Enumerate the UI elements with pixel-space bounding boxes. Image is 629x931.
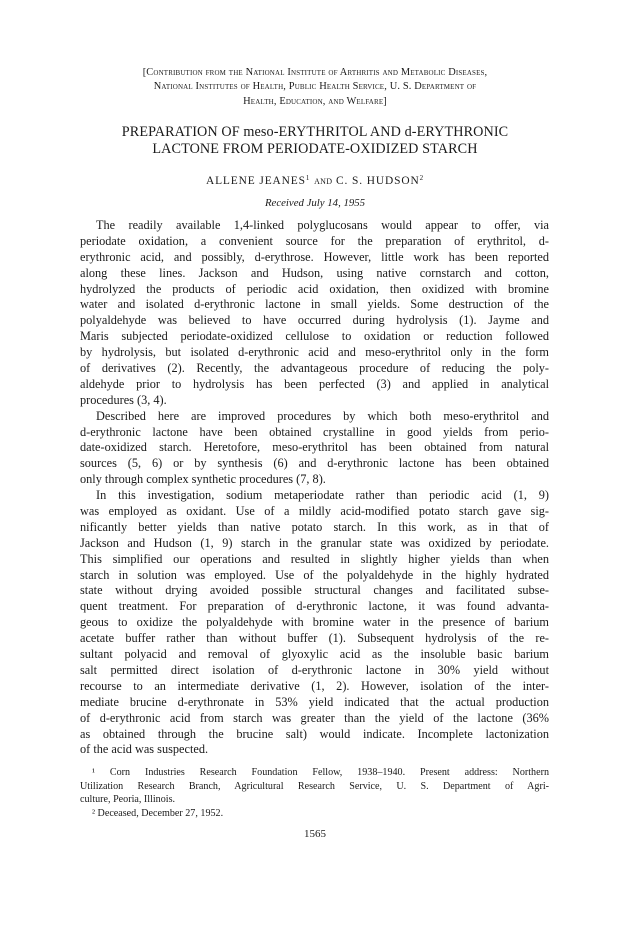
body-line: Described here are improved procedures by which both meso-erythritol and <box>96 408 549 423</box>
footnote-line: ¹ Corn Industries Research Foundation Fellow, 1938–1940. Present address: Northern <box>92 767 549 778</box>
author-name: C. S. HUDSON <box>336 175 420 187</box>
body-line: recourse to an intermediate derivative (1, 2). However, isolation of the inter- <box>80 678 549 693</box>
body-line: erythronic acid, and possibly, d-erythrose. However, little work has been reported <box>80 249 549 264</box>
body-line: d-erythronic lactone have been obtained crystalline in good yields from perio- <box>80 424 549 439</box>
body-line: In this investigation, sodium metaperiodate rather than periodic acid (1, 9) <box>96 488 549 503</box>
received-date: Received July 14, 1955 <box>264 197 366 209</box>
footnote-marker: 1 <box>305 174 311 182</box>
body-text <box>80 218 549 758</box>
body-line: Maris subjected periodate-oxidized cellulose to oxidation or reduction followed <box>80 329 549 344</box>
footnote-line: culture, Peoria, Illinois. <box>80 794 176 806</box>
body-line: quent treatment. For preparation of d-erythronic lactone, it was found advanta- <box>80 599 549 614</box>
body-line: sultant polyacid and removal of glyoxylic acid as the insoluble basic barium <box>80 647 549 662</box>
body-line: This simplified our operations and resulted in slightly higher yields than when <box>80 551 549 566</box>
page-number: 1565 <box>304 828 326 840</box>
footnote-line: Utilization Research Branch, Agricultural Research Service, U. S. Department of Agri- <box>80 780 549 792</box>
author-conjunction: and <box>314 175 333 187</box>
title-line: PREPARATION OF meso-ERYTHRITOL AND d-ERYTHRONIC <box>121 124 509 140</box>
body-line: acetate buffer rather than without buffer (1). Subsequent hydrolysis of the re- <box>80 631 549 646</box>
contrib-line: [Contribution from the National Institute of Arthritis and Metabolic Diseases, <box>142 67 488 78</box>
footnotes <box>80 766 549 821</box>
body-line: of the acid was suspected. <box>80 742 209 757</box>
article-title <box>80 124 550 158</box>
body-line: polyaldehyde was believed to have occurred during hydrolysis (1). Jayme and <box>80 313 549 328</box>
author-name: ALLENE JEANES <box>205 175 306 187</box>
contribution-header <box>80 66 550 109</box>
body-line: hydrolyzed the products of periodic acid oxidation, then oxidized with bromine <box>80 281 549 296</box>
body-line: state without drying avoided possible structural changes and facilitated subse- <box>80 583 549 598</box>
footnote-marker: 2 <box>419 174 425 182</box>
body-line: aldehyde prior to hydrolysis has been perfected (3) and applied in analytical <box>80 376 549 391</box>
contrib-line: National Institutes of Health, Public Health Service, U. S. Department of <box>153 81 477 93</box>
body-line: salt permitted direct isolation of d-erythronic lactone in 30% yield without <box>80 662 549 677</box>
body-line: procedures (3, 4). <box>80 392 167 407</box>
body-line: starch in solution was employed. Use of the polyaldehyde in the highly hydrated <box>80 567 549 582</box>
body-line: Jackson and Hudson (1, 9) starch in the granular state was oxidized by periodate. <box>80 535 549 550</box>
footnote-line: ² Deceased, December 27, 1952. <box>92 808 224 820</box>
body-line: geous to oxidize the polyaldehyde with bromine water in the presence of barium <box>80 615 549 630</box>
body-line: of derivatives (2). Recently, the advantageous procedure of reducing the poly- <box>80 361 549 376</box>
contrib-line: Health, Education, and Welfare] <box>243 95 387 107</box>
body-line: only through complex synthetic procedures (7, 8). <box>80 472 326 487</box>
body-line: by hydrolysis, but isolated d-erythronic acid and meso-erythritol only in the form <box>80 345 549 360</box>
body-line: nificantly better yields than native potato starch. In this work, as in that of <box>80 519 549 534</box>
body-line: mediate brucine d-erythronate in 53% yield indicated that the actual production <box>80 694 549 709</box>
body-line: periodate oxidation, a convenient source for the preparation of erythritol, d- <box>80 233 549 248</box>
body-line: was employed as oxidant. Use of a mildly acid-modified potato starch gave sig- <box>80 504 549 519</box>
title-line: LACTONE FROM PERIODATE-OXIDIZED STARCH <box>152 141 478 157</box>
body-line: sources (5, 6) or by synthesis (6) and d-erythronic lactone has been obtained <box>80 456 549 471</box>
body-line: along these lines. Jackson and Hudson, using native cornstarch and cotton, <box>80 265 549 280</box>
body-line: as obtained through the brucine salt) would indicate. Incomplete lactonization <box>80 726 549 741</box>
body-line: of d-erythronic acid from starch was greater than the yield of the lactone (36% <box>80 710 549 725</box>
body-line: The readily available 1,4-linked polyglucosans would appear to offer, via <box>96 218 549 232</box>
body-line: date-oxidized starch. Heretofore, meso-erythritol has been obtained from natural <box>80 440 549 455</box>
author-line <box>80 174 550 188</box>
body-line: water and isolated d-erythronic lactone in small yields. Some destruction of the <box>80 297 549 312</box>
